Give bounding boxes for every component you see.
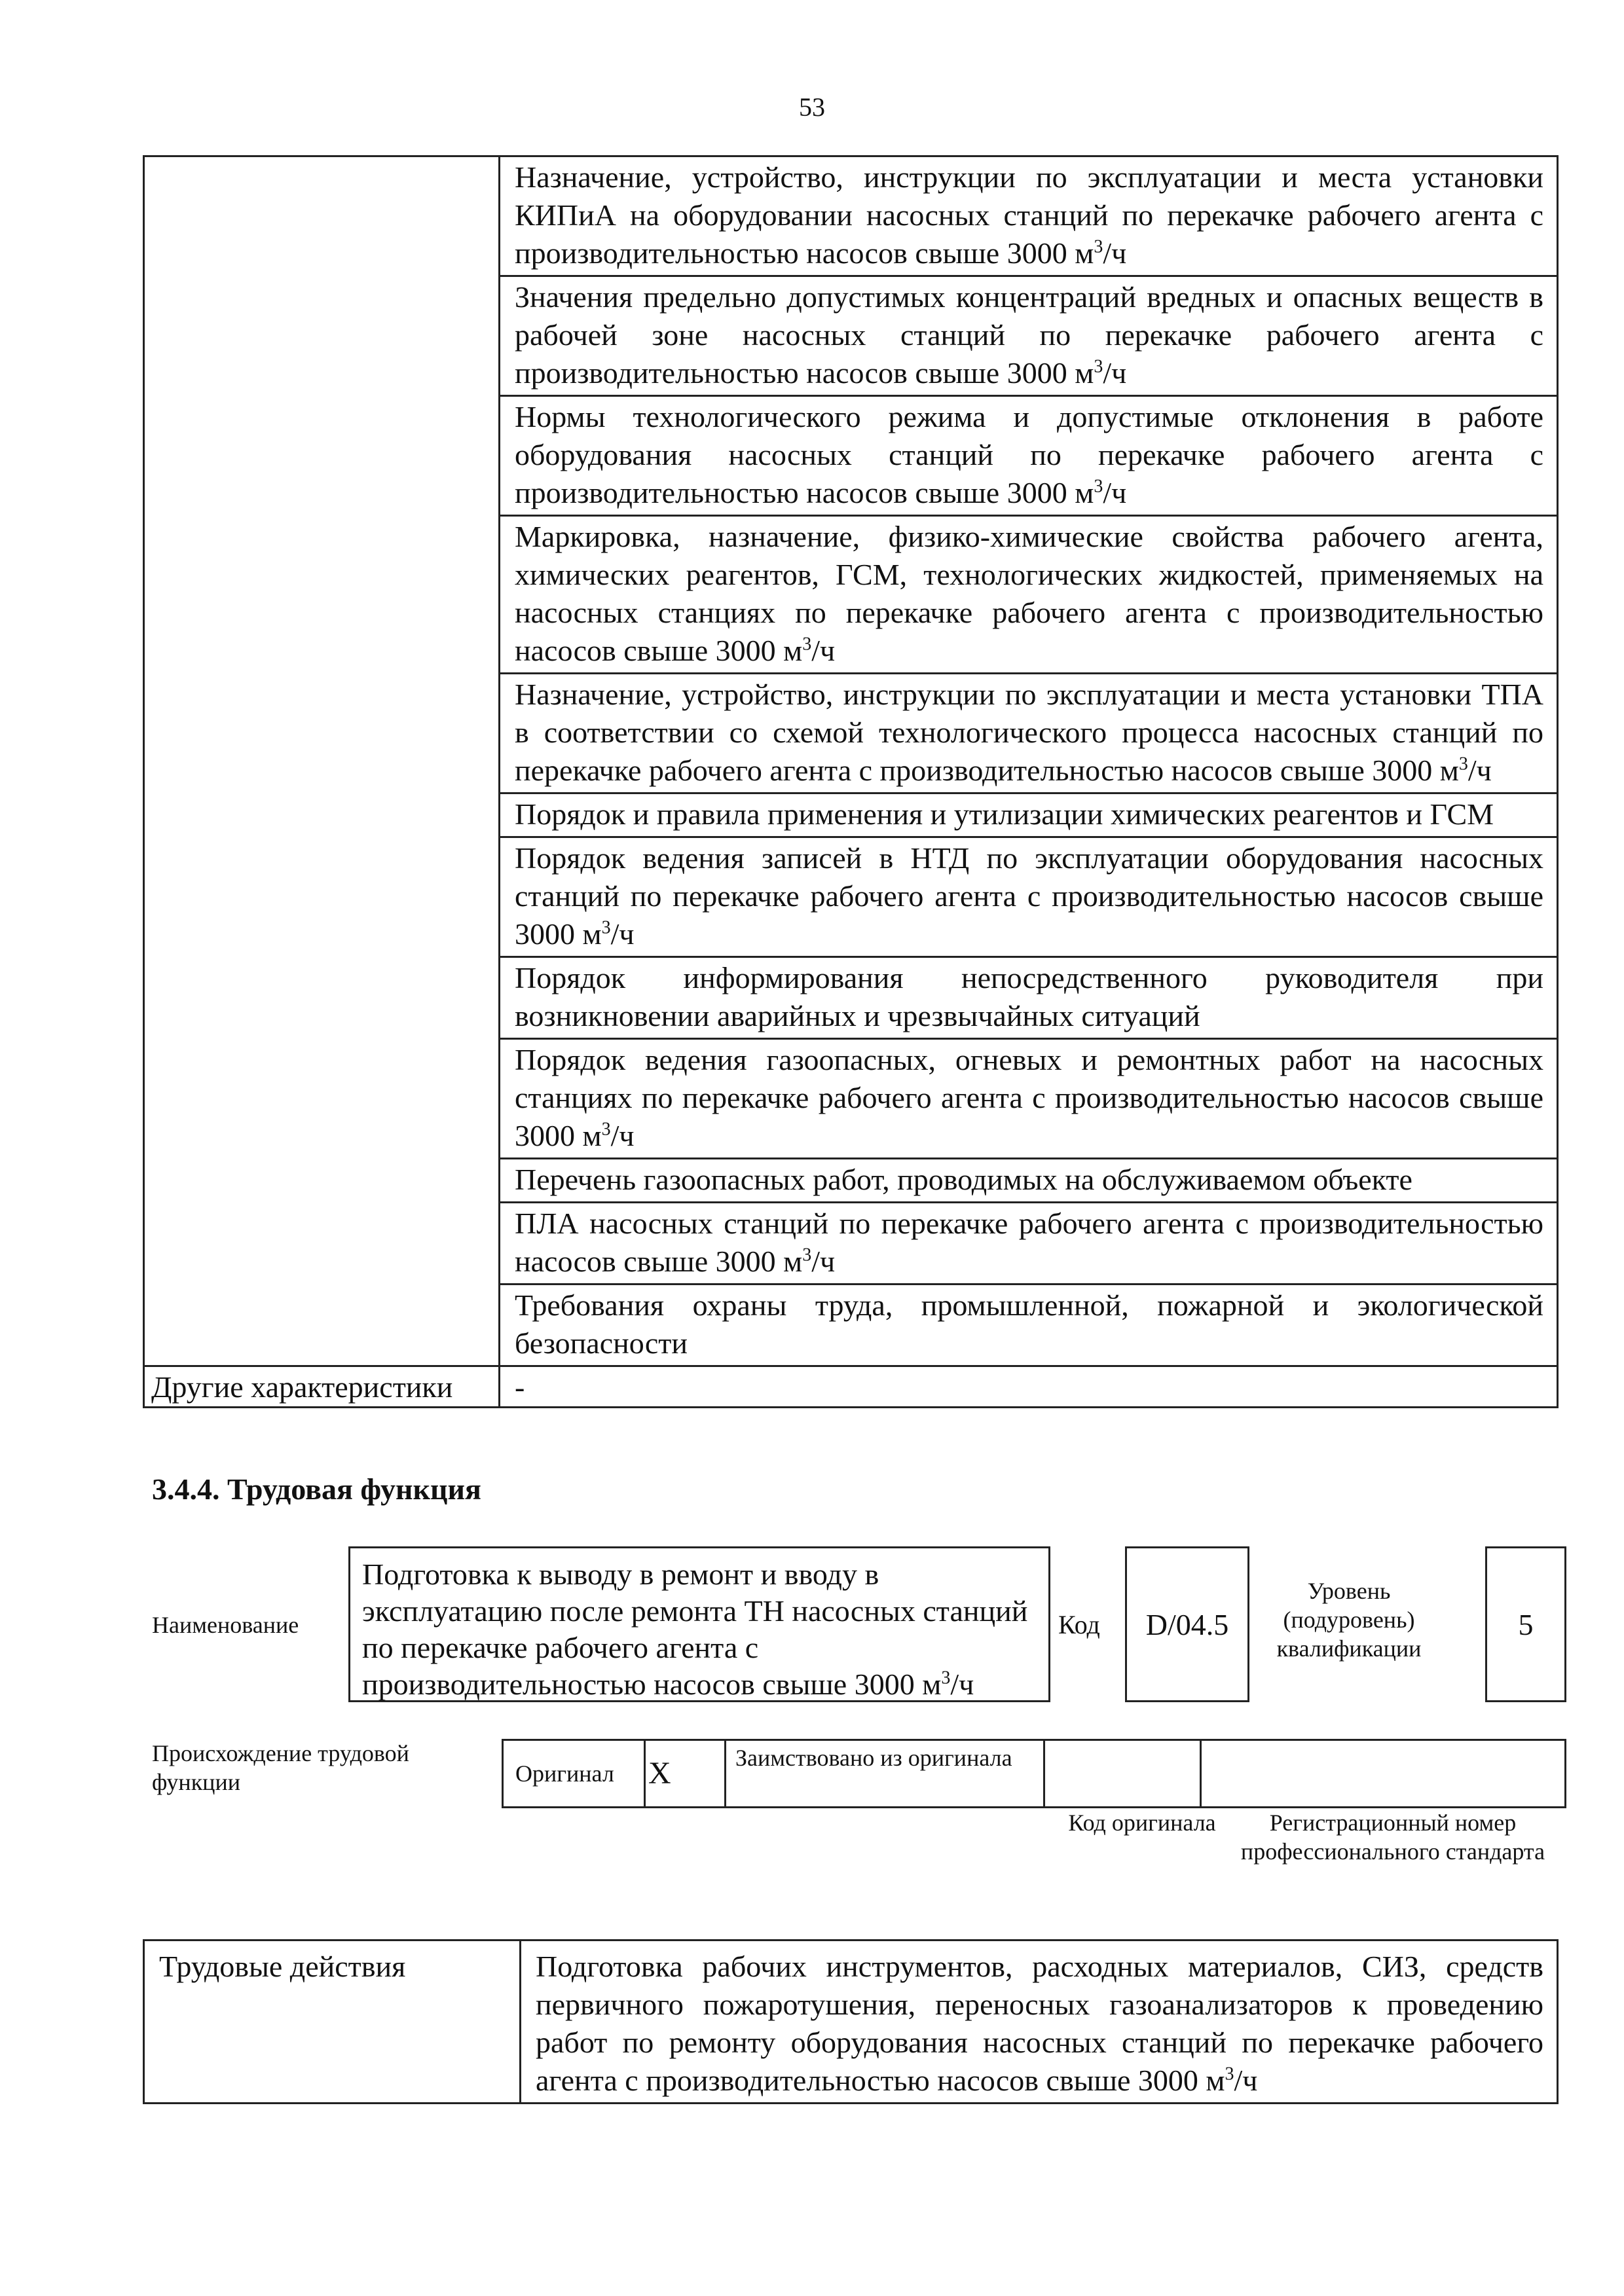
knowledge-item-tail: /ч	[811, 1245, 836, 1278]
knowledge-item-tail: /ч	[811, 634, 836, 667]
original-mark-cell	[645, 1740, 726, 1808]
code-value-box	[1125, 1546, 1249, 1702]
knowledge-item	[500, 1159, 1558, 1203]
knowledge-item-sup: 3	[1094, 236, 1103, 257]
knowledge-item	[500, 837, 1558, 957]
borrowed-label: Заимствовано из оригинала	[735, 1745, 1012, 1771]
knowledge-item-sup: 3	[601, 1119, 611, 1140]
knowledge-item-tail: /ч	[610, 917, 635, 951]
labor-actions-text: Подготовка рабочих инструментов, расходных материалов, СИЗ, средств первичного пожаротушения, переносных газоанализаторов к проведению работ по ремонту оборудования насосных станций по перекачке рабочего агента с производительностью насосов свыше 3000 м	[536, 1950, 1543, 2097]
other-characteristics-label: Другие характеристики	[144, 1366, 500, 1408]
knowledge-item-text: Порядок ведения газоопасных, огневых и ремонтных работ на насосных станциях по перекачке рабочего агента с производительностью насосов свыше 3000 м	[515, 1043, 1543, 1152]
knowledge-item-text: Значения предельно допустимых концентраций вредных и опасных веществ в рабочей зоне насосных станций по перекачке рабочего агента с производительностью насосов свыше 3000 м	[515, 280, 1543, 390]
knowledge-item-text: Перечень газоопасных работ, проводимых на обслуживаемом объекте	[515, 1163, 1412, 1196]
other-characteristics-row	[144, 1366, 1558, 1408]
original-label: Оригинал	[515, 1760, 614, 1787]
origin-table	[502, 1739, 1566, 1808]
knowledge-item-sup: 3	[802, 1245, 812, 1266]
function-name-tail: /ч	[950, 1667, 974, 1701]
labor-actions-sup: 3	[1225, 2064, 1234, 2085]
knowledge-item	[500, 957, 1558, 1039]
knowledge-table	[143, 155, 1559, 1408]
knowledge-item-text: Порядок ведения записей в НТД по эксплуатации оборудования насосных станций по перекачке рабочего агента с производительностью насосов свыше 3000 м	[515, 841, 1543, 951]
name-label: Наименование	[152, 1612, 299, 1638]
function-name-box	[348, 1546, 1050, 1702]
original-code-cell	[1044, 1740, 1201, 1808]
level-label: Уровень (подуровень) квалификации	[1276, 1578, 1422, 1662]
labor-actions-cell	[521, 1941, 1558, 2104]
section-title: 3.4.4. Трудовая функция	[152, 1472, 481, 1506]
original-label-cell	[503, 1740, 645, 1808]
page-number: 53	[799, 92, 825, 122]
knowledge-item-sup: 3	[1094, 356, 1103, 377]
level-value-box	[1485, 1546, 1566, 1702]
knowledge-item	[500, 156, 1558, 276]
knowledge-item-tail: /ч	[1103, 476, 1127, 509]
knowledge-item-sup: 3	[601, 917, 611, 938]
knowledge-item-text: Нормы технологического режима и допустимые отклонения в работе оборудования насосных станций по перекачке рабочего агента с производительностью насосов свыше 3000 м	[515, 400, 1543, 509]
knowledge-item-sup: 3	[1458, 754, 1468, 774]
borrowed-label-cell	[726, 1740, 1044, 1808]
knowledge-item-sup: 3	[802, 634, 812, 655]
knowledge-item-text: Назначение, устройство, инструкции по эксплуатации и места установки КИПиА на оборудовании насосных станций по перекачке рабочего агента с производительностью насосов свыше 3000 м	[515, 160, 1543, 270]
labor-actions-table	[143, 1939, 1559, 2104]
knowledge-item-tail: /ч	[1103, 236, 1127, 270]
code-original-caption: Код оригинала	[1068, 1810, 1216, 1836]
knowledge-item	[500, 396, 1558, 516]
code-label: Код	[1058, 1610, 1100, 1639]
knowledge-item	[500, 1039, 1558, 1159]
knowledge-item-tail: /ч	[610, 1119, 635, 1152]
knowledge-item	[500, 1203, 1558, 1285]
knowledge-item-sup: 3	[1094, 476, 1103, 497]
knowledge-item-text: Назначение, устройство, инструкции по эксплуатации и места установки ТПА в соответствии со схемой технологического процесса насосных станций по перекачке рабочего агента с производительностью насосов свыше 3000 м	[515, 678, 1543, 787]
knowledge-item-tail: /ч	[1103, 356, 1127, 390]
origin-label: Происхождение трудовой функции	[152, 1740, 409, 1795]
knowledge-row	[144, 156, 1558, 276]
knowledge-item-text: Порядок информирования непосредственного руководителя при возникновении аварийных и чрезвычайных ситуаций	[515, 961, 1543, 1032]
level-value: 5	[1518, 1607, 1534, 1641]
function-name-text: Подготовка к выводу в ремонт и вводу в эксплуатацию после ремонта ТН насосных станций по перекачке рабочего агента с производительностью насосов свыше 3000 м	[362, 1558, 1028, 1701]
knowledge-label-cell	[144, 156, 500, 1366]
knowledge-item-text: ПЛА насосных станций по перекачке рабочего агента с производительностью насосов свыше 3000 м	[515, 1207, 1543, 1278]
knowledge-item	[500, 1285, 1558, 1366]
labor-actions-label: Трудовые действия	[144, 1941, 521, 2104]
knowledge-item	[500, 276, 1558, 396]
original-mark: X	[648, 1756, 671, 1791]
knowledge-item-tail: /ч	[1467, 754, 1492, 787]
other-characteristics-value: -	[500, 1366, 1558, 1408]
code-value: D/04.5	[1145, 1607, 1229, 1641]
labor-actions-tail: /ч	[1234, 2064, 1258, 2097]
registration-number-caption: Регистрационный номер профессионального стандарта	[1240, 1810, 1545, 1865]
knowledge-item	[500, 674, 1558, 793]
knowledge-item-text: Маркировка, назначение, физико-химические свойства рабочего агента, химических реагентов, ГСМ, технологических жидкостей, применяемых на насосных станциях по перекачке рабочего агента с производительностью насосов свыше 3000 м	[515, 520, 1543, 667]
registration-number-cell	[1201, 1740, 1566, 1808]
knowledge-item-text: Порядок и правила применения и утилизации химических реагентов и ГСМ	[515, 797, 1494, 831]
function-name-sup: 3	[941, 1667, 951, 1688]
knowledge-item	[500, 516, 1558, 674]
knowledge-item-text: Требования охраны труда, промышленной, пожарной и экологической безопасности	[515, 1288, 1543, 1360]
knowledge-item	[500, 793, 1558, 837]
